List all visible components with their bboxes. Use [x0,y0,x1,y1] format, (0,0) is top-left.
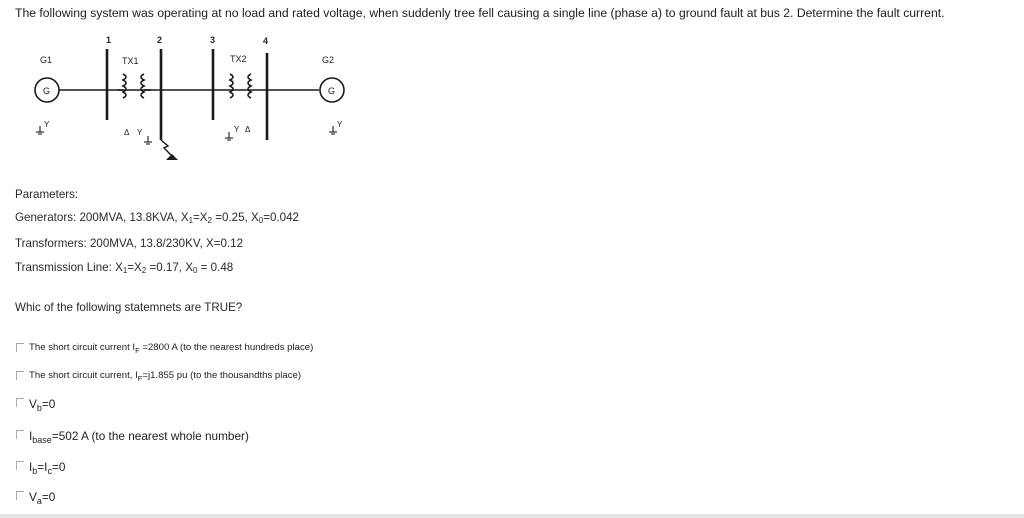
option-3-checkbox[interactable] [16,398,24,407]
bus-3-label: 3 [210,35,216,45]
bus-4-label: 4 [263,36,269,46]
tx1-label: TX1 [122,56,139,66]
one-line-diagram [0,28,400,178]
gen1-symbol: G [43,86,51,96]
tx1-wye: Y [137,128,143,137]
option-1-label: The short circuit current $I_F =2800$ A (to the nearest hundreds place) [29,342,314,355]
tx2-delta: Δ [245,125,251,134]
question-prompt: Whic of the following statemnets are TRUE? [15,301,243,314]
option-3[interactable] [16,397,55,413]
transmission-line-params: Transmission Line: $X_1=X_2 =0.17$, $X_0 = 0.48$ [15,261,234,275]
gen1-label: G1 [40,55,53,65]
fault-marker [166,154,178,160]
option-2-checkbox[interactable] [16,371,24,380]
option-6-label: $V_a=0$ [29,490,56,506]
option-4-label: $I_{base}=502$ A (to the nearest whole number) [29,429,249,445]
option-1-checkbox[interactable] [16,343,24,352]
gen2-symbol: G [328,86,336,96]
option-5[interactable] [16,460,65,476]
option-5-checkbox[interactable] [16,461,24,470]
bus-2-label: 2 [157,35,163,45]
tx2-wye: Y [234,125,240,134]
gen1-wye: Y [44,120,50,129]
generator-params: Generators: 200MVA, 13.8KVA, $X_1=X_2 =0.25$, $X_0=0.042$ [15,211,299,225]
gen2-wye: Y [337,120,343,129]
question-text: The following system was operating at no load and rated voltage, when suddenly tree fell causing a single line (phase a) to ground fault at bus 2. Determine the fault current. [15,6,945,20]
option-4[interactable] [16,429,249,445]
gen2-label: G2 [322,55,335,65]
option-4-checkbox[interactable] [16,430,24,439]
bottom-divider [0,514,1024,518]
option-6-checkbox[interactable] [16,491,24,500]
option-5-label: $I_b=I_c=0$ [29,460,66,476]
parameters-heading: Parameters: [15,188,79,201]
transformer-params: Transformers: 200MVA, 13.8/230KV, X=0.12 [15,237,244,250]
option-1[interactable] [16,342,313,355]
option-2[interactable] [16,370,301,383]
option-3-label: $V_b=0$ [29,397,56,413]
tx1-delta: Δ [124,128,130,137]
bus-1-label: 1 [106,35,112,45]
option-2-label: The short circuit current, $I_F=j1.855$ pu (to the thousandths place) [29,370,302,383]
option-6[interactable] [16,490,55,506]
tx2-label: TX2 [230,54,247,64]
